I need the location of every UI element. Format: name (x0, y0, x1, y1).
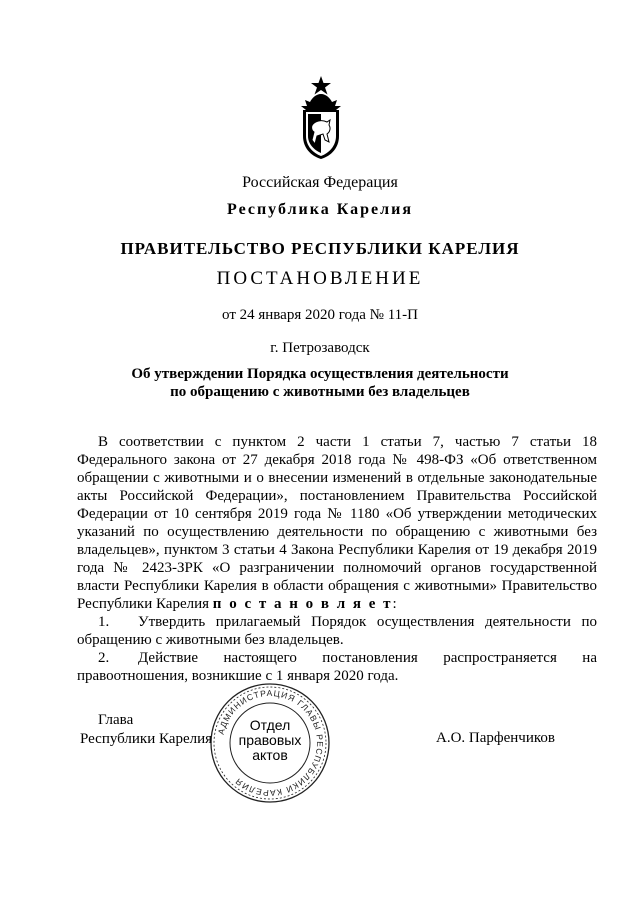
document-title (120, 365, 520, 401)
document-body (77, 433, 597, 685)
position-line-2: Республики Карелия (80, 731, 213, 747)
signatory-position (80, 711, 212, 749)
city: г. Петрозаводск (270, 340, 370, 356)
date-number: от 24 января 2020 года № 11-П (222, 307, 418, 323)
item-text: Утвердить прилагаемый Порядок осуществления деятельности по обращению с животными без владельцев. (77, 614, 597, 648)
list-item (77, 613, 597, 649)
decree-colon: : (392, 596, 397, 612)
signatory-name: А.О. Парфенчиков (436, 730, 555, 746)
title-line-1: Об утверждении Порядка осуществления деятельности (131, 366, 509, 382)
decree-word: п о с т а н о в л я е т (212, 596, 393, 612)
position-line-1: Глава (98, 712, 134, 728)
country-name: Российская Федерация (242, 174, 398, 191)
list-item (77, 649, 597, 685)
stamp-line-2: правовых (238, 732, 302, 748)
preamble-text: В соответствии с пунктом 2 части 1 статьи 7, частью 7 статьи 18 Федерального закона от 27 декабря 2018 года № 498-ФЗ «Об ответственном обращении с животными и о внесении изменений в отдельные законодательные акты Российской Федерации», постановлением Правительства Российской Федерации от 10 сентября 2019 года № 1180 «Об утверждении методических указаний по осуществлению деятельности по обращению с животными без владельцев», пунктом 3 статьи 4 Закона Республики Карелия от 19 декабря 2019 года № 2423-ЗРК «О разграничении полномочий органов государственной власти Республики Карелия в области обращения с животными» Правительство Республики Карелия (77, 434, 597, 612)
item-number: 2. (98, 650, 110, 666)
item-text: Действие настоящего постановления распространяется на правоотношения, возникшие с 1 января 2020 года. (77, 650, 597, 684)
karelia-coat-of-arms-icon (299, 76, 343, 160)
preamble-paragraph (77, 433, 597, 613)
item-number: 1. (98, 614, 110, 630)
title-line-2: по обращению с животными без владельцев (170, 384, 470, 400)
stamp-text (209, 718, 331, 763)
document-type: ПОСТАНОВЛЕНИЕ (216, 268, 424, 289)
stamp-line-3: актов (252, 747, 288, 763)
republic-name: Республика Карелия (227, 201, 413, 218)
government-heading: ПРАВИТЕЛЬСТВО РЕСПУБЛИКИ КАРЕЛИЯ (120, 239, 520, 258)
stamp-line-1: Отдел (249, 717, 291, 733)
stamp-ring-text: АДМИНИСТРАЦИЯ ГЛАВЫ РЕСПУБЛИКИ КАРЕЛИЯ (215, 687, 326, 799)
